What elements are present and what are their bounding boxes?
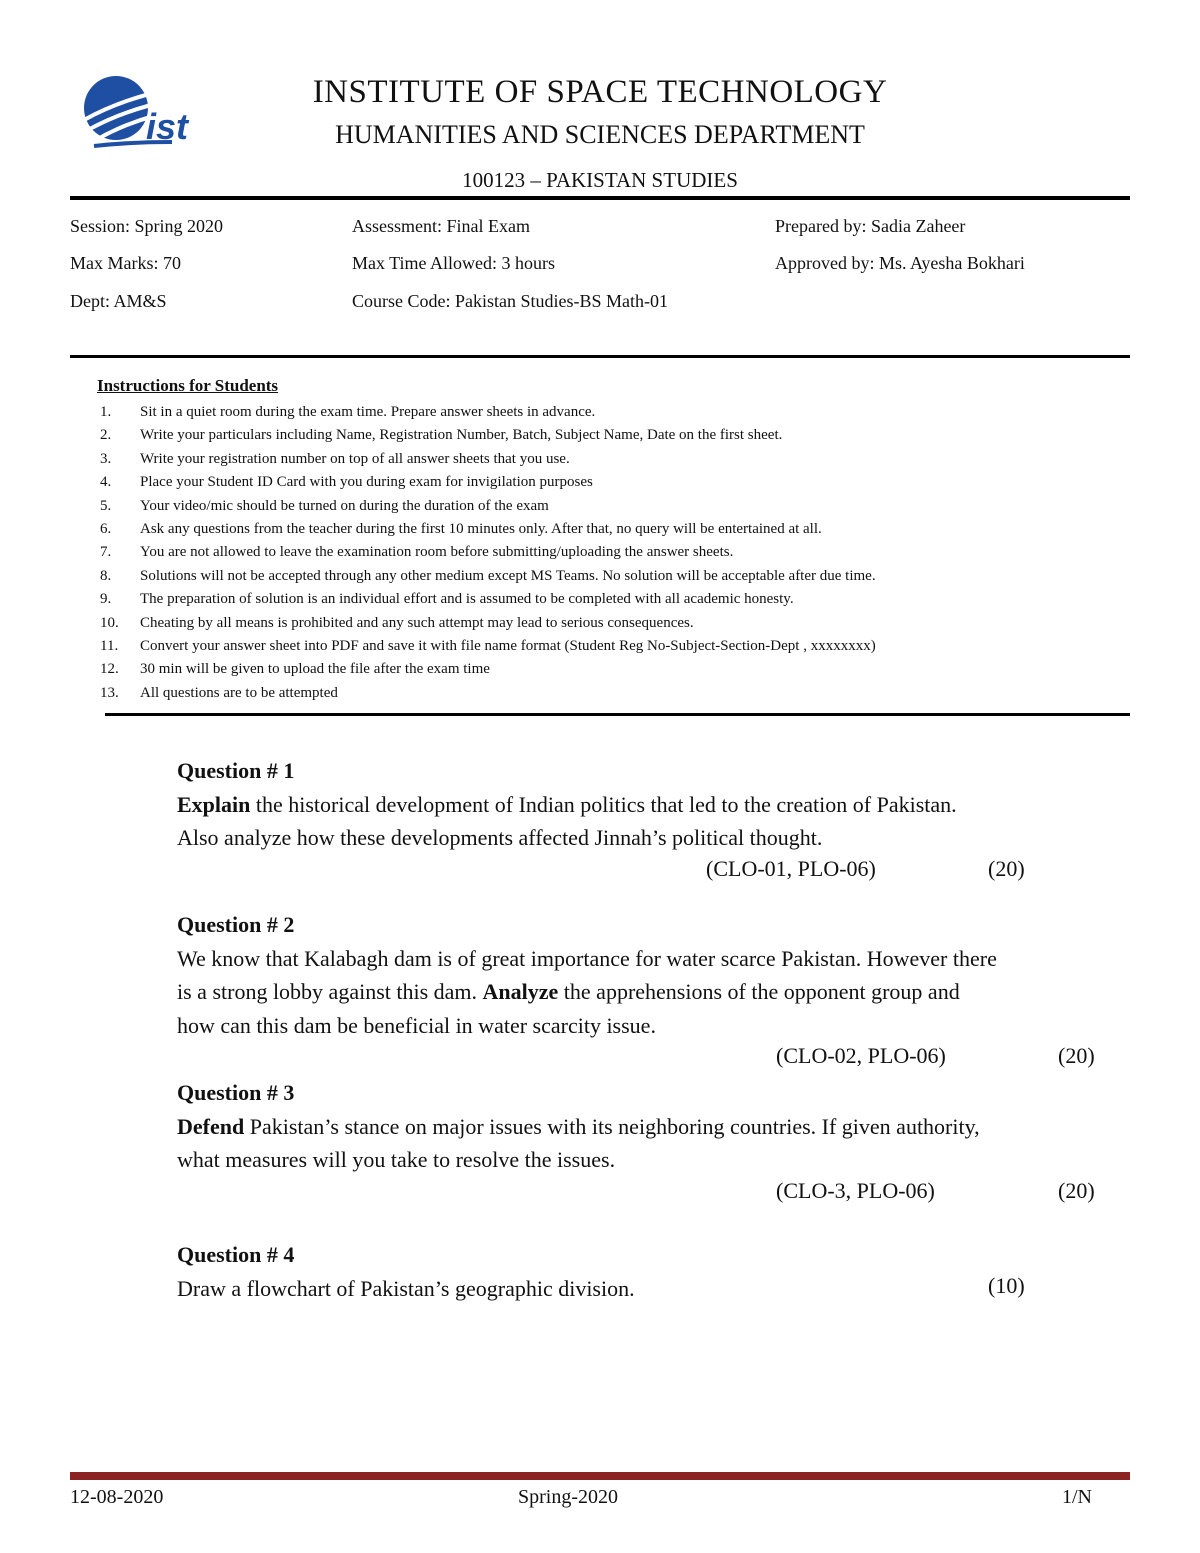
footer-divider [70,1472,1130,1480]
question-text: Explain the historical development of Indian politics that led to the creation of Pakistan. [177,791,957,817]
question-3-clo: (CLO-3, PLO-06) [776,1178,935,1203]
institute-title: INSTITUTE OF SPACE TECHNOLOGY [312,74,888,110]
question-text: Also analyze how these developments affected Jinnah’s political thought. [177,825,823,850]
question-text: how can this dam be beneficial in water scarcity issue. [177,1012,656,1038]
question-3 [177,1076,1137,1177]
instructions-title: Instructions for Students [97,376,279,395]
list-item: 8. Solutions will not be accepted through any other medium except MS Teams. No solution will be acceptable after due time. [100,567,876,584]
question-title: Question # 1 [177,758,295,783]
question-title: Question # 3 [177,1080,295,1105]
question-3-marks: (20) [1058,1178,1095,1203]
course-title: 100123 – PAKISTAN STUDIES [462,168,738,192]
question-2 [177,908,1137,1042]
meta-max-time: Max Time Allowed: 3 hours [352,253,556,273]
list-item: 10. Cheating by all means is prohibited and any such attempt may lead to serious consequences. [100,614,694,631]
list-item: 6. Ask any questions from the teacher during the first 10 minutes only. After that, no query will be entertained at all. [100,520,822,537]
question-1-marks: (20) [988,856,1025,881]
list-item: 2. Write your particulars including Name, Registration Number, Batch, Subject Name, Date on the first sheet. [100,427,783,444]
question-1 [177,754,1137,855]
meta-divider [70,355,1130,358]
question-4-marks: (10) [988,1273,1025,1298]
meta-course-code: Course Code: Pakistan Studies-BS Math-01 [352,291,668,311]
question-2-clo: (CLO-02, PLO-06) [776,1043,946,1068]
list-item: 4. Place your Student ID Card with you during exam for invigilation purposes [100,474,593,491]
instructions-list [100,401,1130,705]
meta-max-marks: Max Marks: 70 [70,253,181,273]
list-item: 13. All questions are to be attempted [100,684,338,701]
meta-approved-by: Approved by: Ms. Ayesha Bokhari [775,253,1025,273]
meta-assessment: Assessment: Final Exam [352,216,530,236]
footer-term: Spring-2020 [518,1486,618,1508]
list-item: 11. Convert your answer sheet into PDF and save it with file name format (Student Reg No-Subject-Section-Dept , xxxxxxxx) [100,637,876,654]
list-item: 9. The preparation of solution is an individual effort and is assumed to be completed with all academic honesty. [100,591,794,608]
meta-session: Session: Spring 2020 [70,216,224,236]
question-title: Question # 4 [177,1242,295,1267]
meta-prepared-by: Prepared by: Sadia Zaheer [775,216,966,236]
footer-page-number: 1/N [1062,1486,1092,1508]
meta-dept: Dept: AM&S [70,291,167,311]
department-title: HUMANITIES AND SCIENCES DEPARTMENT [335,120,865,149]
question-text: Draw a flowchart of Pakistan’s geographic division. [177,1275,635,1301]
question-text: what measures will you take to resolve the issues. [177,1147,616,1172]
question-text: is a strong lobby against this dam. Analyze the apprehensions of the opponent group and [177,979,960,1004]
list-item: 12. 30 min will be given to upload the file after the exam time [100,661,490,678]
question-2-marks: (20) [1058,1043,1095,1068]
question-text: We know that Kalabagh dam is of great importance for water scarce Pakistan. However there [177,945,997,971]
question-title: Question # 2 [177,912,295,937]
list-item: 7. You are not allowed to leave the examination room before submitting/uploading the answer sheets. [100,544,734,561]
list-item: 5. Your video/mic should be turned on during the duration of the exam [100,497,549,514]
instructions-divider [105,713,1130,716]
footer-date: 12-08-2020 [70,1486,164,1508]
question-1-clo: (CLO-01, PLO-06) [706,856,876,881]
logo-text: ist [146,106,189,147]
header-divider [70,196,1130,200]
list-item: 3. Write your registration number on top of all answer sheets that you use. [100,450,570,467]
list-item: 1. Sit in a quiet room during the exam time. Prepare answer sheets in advance. [100,404,596,420]
question-text: Defend Pakistan’s stance on major issues with its neighboring countries. If given authority, [177,1113,980,1139]
